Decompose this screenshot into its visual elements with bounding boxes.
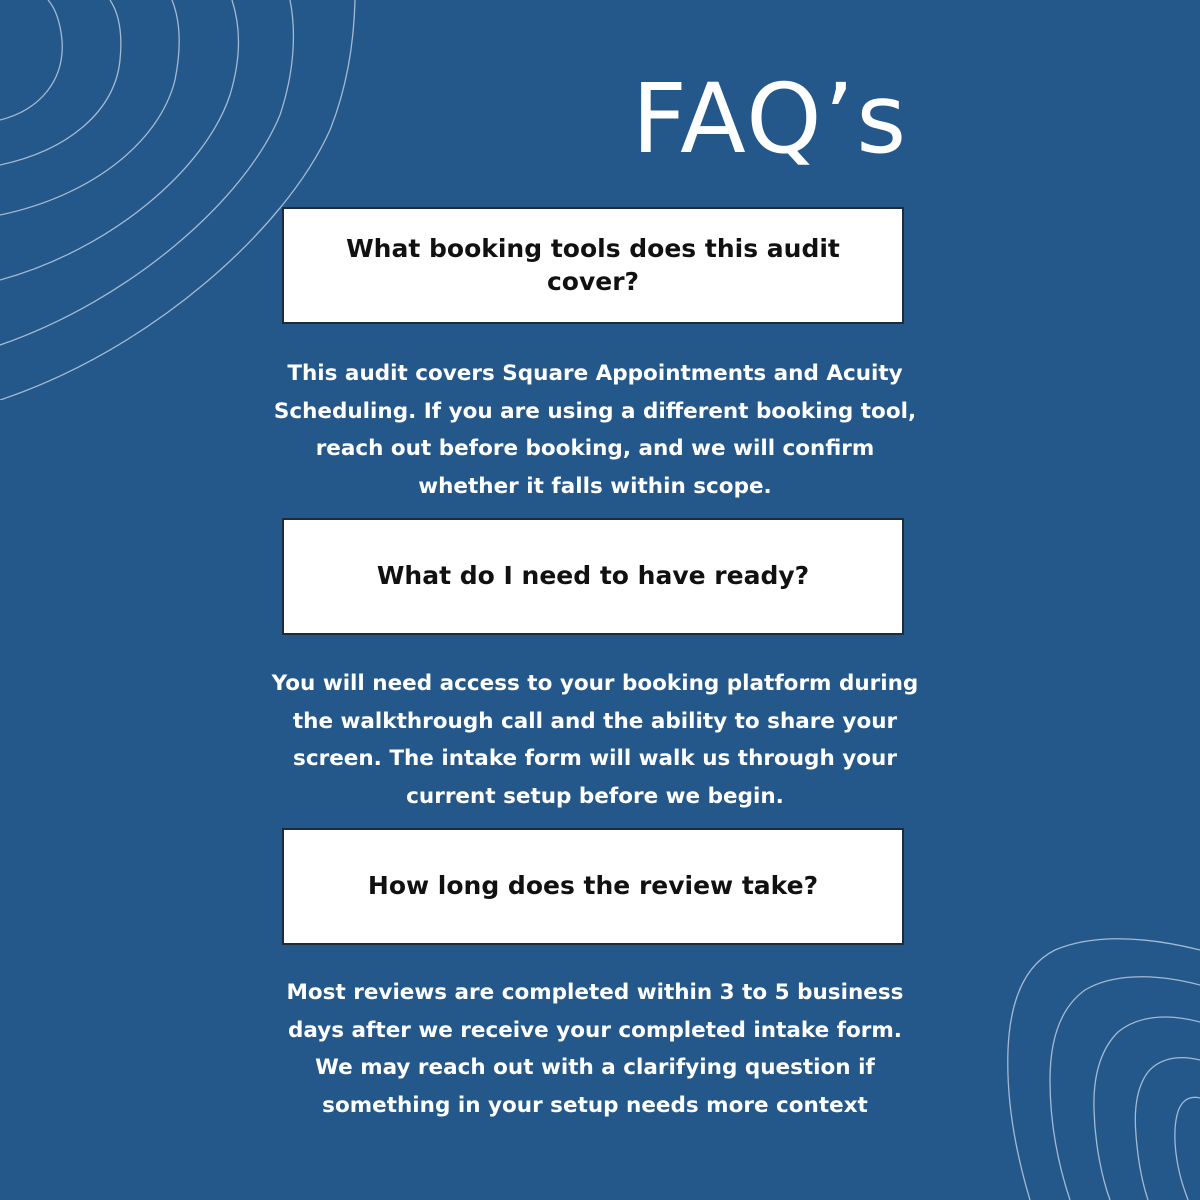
faq-question: How long does the review take? <box>367 871 819 901</box>
faq-question-box <box>282 207 904 324</box>
faq-question-box <box>282 828 904 945</box>
topographic-lines-decoration <box>0 0 360 400</box>
faq-answer: Most reviews are completed within 3 to 5 business days after we receive your completed intake form. We may reach out with a clarifying question if something in your setup needs more context <box>286 980 904 1118</box>
faq-answer: This audit covers Square Appointments and Acuity Scheduling. If you are using a different booking tool, reach out before booking, and we will confirm whether it falls within scope. <box>273 361 917 499</box>
faq-question-box <box>282 518 904 635</box>
topographic-lines-decoration-bottom <box>930 930 1200 1200</box>
faq-answer: You will need access to your booking platform during the walkthrough call and the ability to share your screen. The intake form will walk us through your current setup before we begin. <box>271 671 919 809</box>
faq-question: What do I need to have ready? <box>376 561 810 591</box>
page-title: FAQ’s <box>631 63 909 175</box>
faq-question: What booking tools does this audit cover? <box>346 234 840 296</box>
